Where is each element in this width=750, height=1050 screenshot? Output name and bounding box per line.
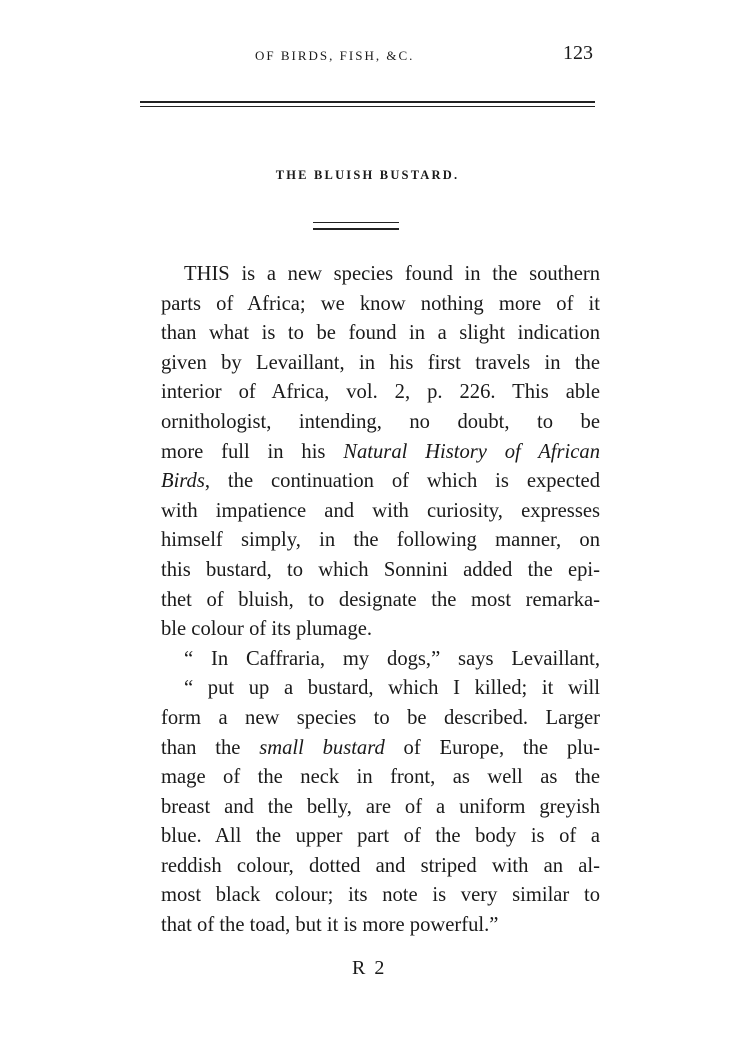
text-line: mage of the neck in front, as well as the (161, 766, 600, 789)
text-line: interior of Africa, vol. 2, p. 226. This able (161, 381, 600, 404)
italic-term: small bustard (259, 736, 385, 759)
text-line: thet of bluish, to designate the most remarka- (161, 588, 600, 611)
text-line: Birds, the continuation of which is expected (161, 470, 600, 493)
paragraph-2 (138, 645, 600, 941)
italic-title: Birds (161, 470, 205, 493)
text-line: THIS is a new species found in the southern (184, 263, 600, 285)
text-line: most black colour; its note is very similar to (161, 884, 600, 907)
text-line: this bustard, to which Sonnini added the epi- (161, 558, 600, 581)
text-line: himself simply, in the following manner, on (161, 529, 600, 552)
text-line: more full in his Natural History of African (161, 440, 600, 463)
text-line: than what is to be found in a slight indication (161, 322, 600, 345)
text-line: that of the toad, but it is more powerful.” (161, 914, 499, 937)
running-title: OF BIRDS, FISH, &C. (255, 48, 415, 63)
section-title: THE BLUISH BUSTARD. (275, 168, 460, 182)
text-line: ble colour of its plumage. (161, 618, 373, 641)
text-line: “ In Caffraria, my dogs,” says Levaillant, (184, 647, 600, 670)
text-line: form a new species to be described. Larger (161, 706, 600, 729)
signature-mark: R 2 (352, 957, 387, 979)
text-line: given by Levaillant, in his first travels in the (161, 351, 600, 374)
text-line: with impatience and with curiosity, expresses (161, 499, 600, 522)
paragraph-1 (138, 260, 600, 645)
text-line: ornithologist, intending, no doubt, to be (161, 410, 600, 433)
title-rule (313, 222, 399, 230)
text-line: than the small bustard of Europe, the plu- (161, 736, 601, 759)
text-line: breast and the belly, are of a uniform greyish (161, 795, 600, 818)
body-text (138, 260, 600, 941)
header-rule (140, 101, 595, 107)
text-line: blue. All the upper part of the body is of a (161, 825, 600, 848)
italic-title: Natural History of African (343, 440, 600, 463)
running-head (140, 40, 595, 74)
text-line: parts of Africa; we know nothing more of it (161, 292, 600, 315)
text-line: “ put up a bustard, which I killed; it will (184, 677, 600, 700)
page-number: 123 (563, 42, 593, 64)
text-line: reddish colour, dotted and striped with an al- (161, 854, 600, 877)
